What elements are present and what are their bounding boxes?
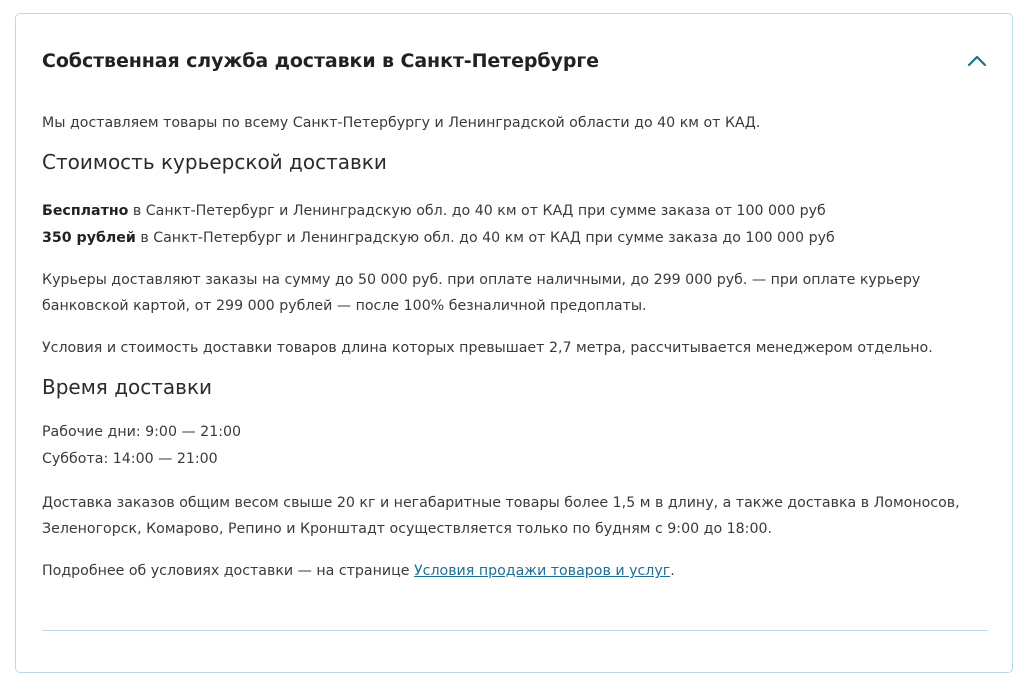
more-info-suffix: . — [670, 563, 675, 579]
accordion-header[interactable] — [42, 48, 990, 76]
free-delivery-line — [42, 198, 992, 224]
paid-delivery-line — [42, 225, 992, 251]
delivery-accordion-card — [15, 13, 1013, 673]
more-info-line — [42, 558, 992, 584]
intro-text: Мы доставляем товары по всему Санкт-Петербургу и Ленинградской области до 40 км от КАД. — [42, 115, 761, 131]
accordion-body — [42, 110, 992, 584]
long-items-note: Условия и стоимость доставки товаров длина которых превышает 2,7 метра, рассчитывается менеджером отдельно. — [42, 340, 933, 356]
time-heading: Время доставки — [42, 375, 213, 399]
weekdays-hours: Рабочие дни: 9:00 — 21:00 — [42, 424, 242, 440]
sale-terms-link[interactable]: Условия продажи товаров и услуг — [414, 563, 671, 579]
paid-label: 350 рублей — [42, 230, 136, 246]
payment-terms: Курьеры доставляют заказы на сумму до 50 000 руб. при оплате наличными, до 299 000 руб. — при оплате курьеру банковской картой, от 299 000 рублей — после 100% безналичной предоплаты. — [42, 272, 921, 314]
free-label: Бесплатно — [42, 203, 129, 219]
more-info-prefix: Подробнее об условиях доставки — на странице — [42, 563, 414, 579]
free-text: в Санкт-Петербург и Ленинградскую обл. до 40 км от КАД при сумме заказа от 100 000 руб — [128, 203, 826, 219]
cost-heading: Стоимость курьерской доставки — [42, 150, 387, 174]
saturday-hours: Суббота: 14:00 — 21:00 — [42, 451, 218, 467]
chevron-up-icon[interactable] — [966, 50, 988, 72]
heavy-goods-note: Доставка заказов общим весом свыше 20 кг и негабаритные товары более 1,5 м в длину, а также доставка в Ломоносов, Зеленогорск, Комарово, Репино и Кронштадт осуществляется только по будням с 9:00 до 18:00. — [42, 495, 960, 537]
paid-text: в Санкт-Петербург и Ленинградскую обл. до 40 км от КАД при сумме заказа до 100 000 руб — [135, 230, 835, 246]
accordion-title: Собственная служба доставки в Санкт-Петербурге — [42, 50, 599, 72]
divider — [42, 630, 988, 631]
